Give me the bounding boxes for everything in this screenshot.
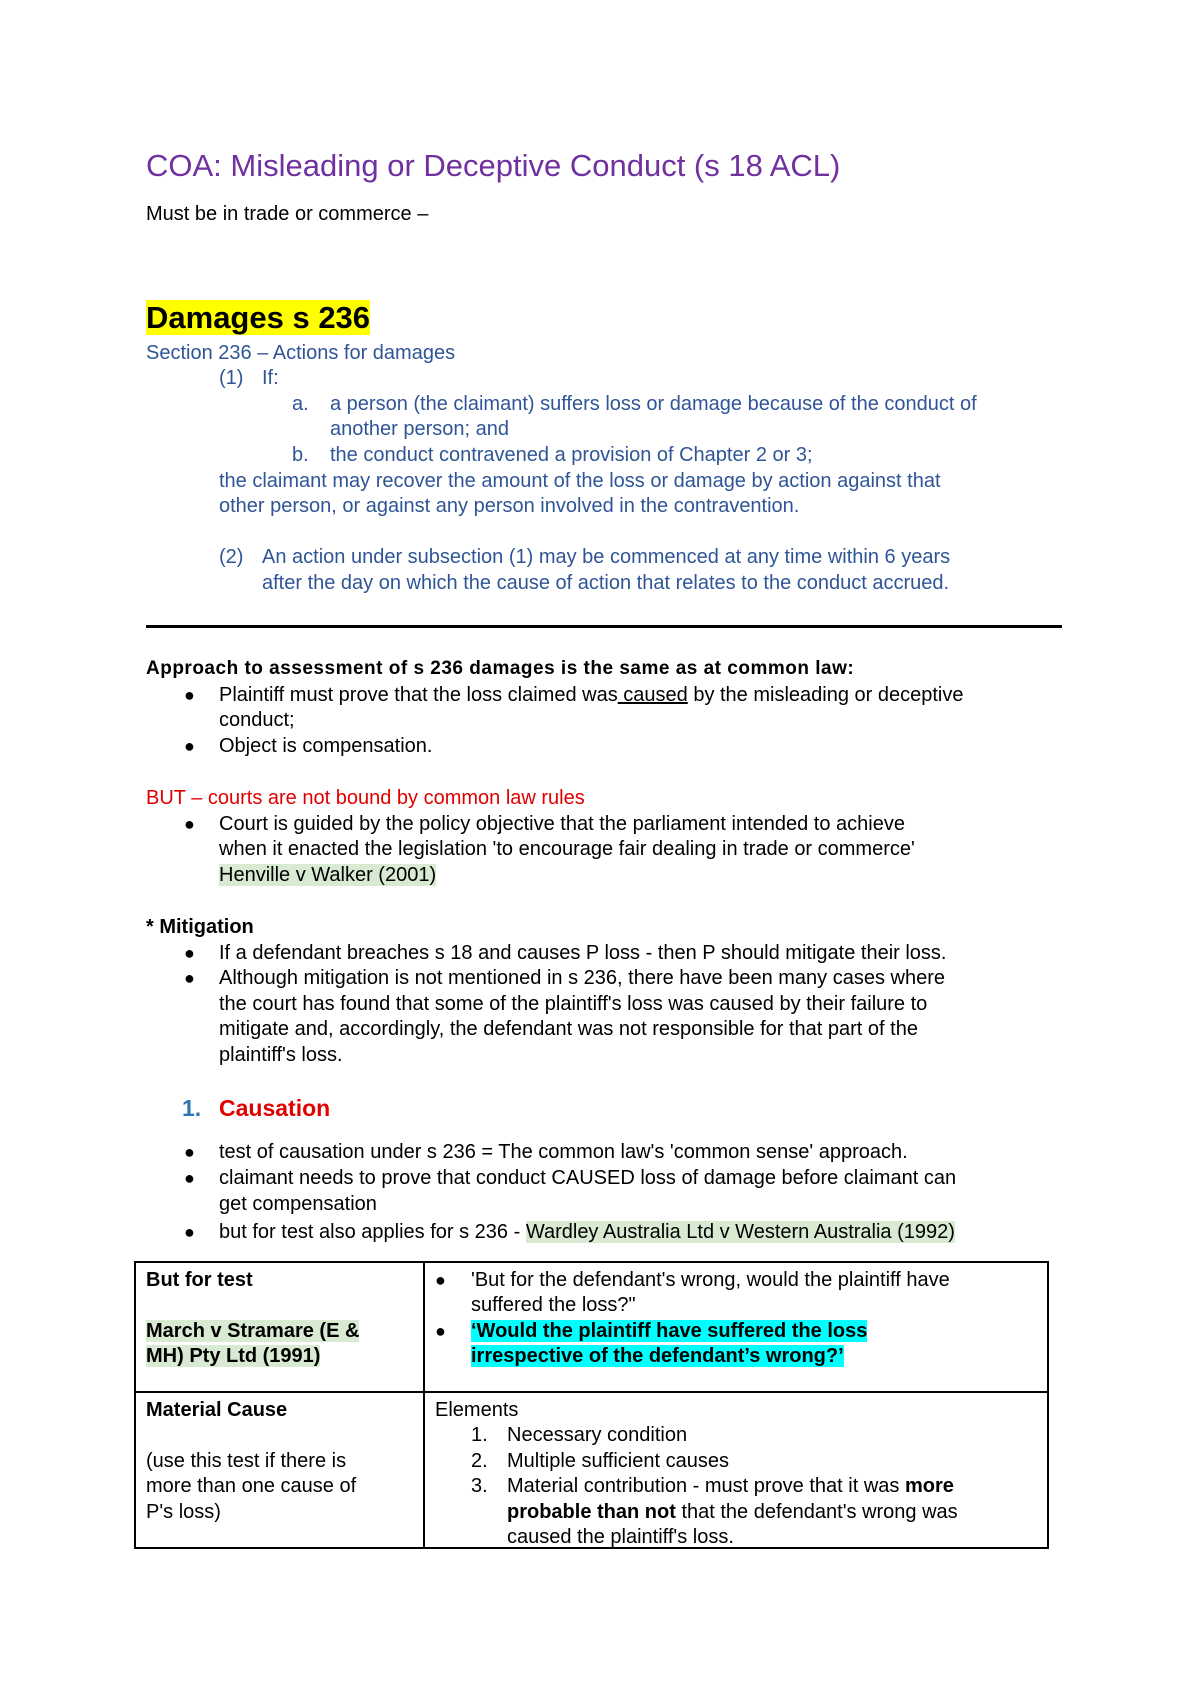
element-3-line2: probable than not that the defendant's wrong was	[507, 1501, 958, 1523]
subsection-2-number: (2)	[219, 546, 244, 568]
element-1-number: 1.	[471, 1424, 488, 1446]
bullet-icon: ●	[435, 1270, 446, 1290]
caused-underlined: caused	[617, 684, 688, 706]
element-3-line1: Material contribution - must prove that it was more	[507, 1475, 954, 1497]
section-heading: Section 236 – Actions for damages	[146, 342, 456, 364]
case-march-line1: March v Stramare (E &	[146, 1320, 360, 1342]
element-2-number: 2.	[471, 1450, 488, 1472]
material-cause-note-line3: P's loss)	[146, 1501, 221, 1523]
table-row	[135, 1262, 1048, 1392]
case-wardley: Wardley Australia Ltd v Western Australia (1992)	[525, 1221, 955, 1243]
page-title: COA: Misleading or Deceptive Conduct (s 18 ACL)	[146, 148, 841, 183]
mitigation-bullet-1: If a defendant breaches s 18 and causes P loss - then P should mitigate their loss.	[219, 942, 947, 964]
irrespective-question-line2: irrespective of the defendant’s wrong?’	[471, 1345, 844, 1367]
bullet-icon: ●	[184, 1142, 195, 1162]
mitigation-heading: * Mitigation	[146, 916, 254, 938]
paragraph-b-label: b.	[292, 444, 309, 466]
subsection-2-line1: An action under subsection (1) may be commenced at any time within 6 years	[262, 546, 951, 568]
causation-bullet-2-line1: claimant needs to prove that conduct CAUSED loss of damage before claimant can	[219, 1167, 957, 1189]
irrespective-question-line1: ‘Would the plaintiff have suffered the loss	[471, 1320, 868, 1342]
causation-bullet-2-line2: get compensation	[219, 1193, 377, 1215]
table-row	[135, 1392, 1048, 1548]
subsection-2-line2: after the day on which the cause of action that relates to the conduct accrued.	[262, 572, 950, 594]
paragraph-b-line1: the conduct contravened a provision of Chapter 2 or 3;	[330, 444, 813, 466]
paragraph-a-label: a.	[292, 393, 309, 415]
case-march-line2: MH) Pty Ltd (1991)	[146, 1345, 321, 1367]
damages-heading-text: Damages s 236	[146, 300, 371, 335]
bullet-icon: ●	[184, 1168, 195, 1188]
element-3-number: 3.	[471, 1475, 488, 1497]
element-3-line3: caused the plaintiff's loss.	[507, 1526, 734, 1548]
table-cell	[424, 1262, 1048, 1392]
approach-heading: Approach to assessment of s 236 damages is the same as at common law:	[146, 658, 855, 679]
horizontal-divider	[146, 625, 1062, 628]
bullet-icon: ●	[184, 943, 195, 963]
mitigation-bullet-2-line4: plaintiff's loss.	[219, 1044, 343, 1066]
case-henville: Henville v Walker (2001)	[219, 864, 437, 886]
table-cell	[424, 1392, 1048, 1548]
approach-bullet-1-line2: conduct;	[219, 709, 295, 731]
bullet-icon: ●	[184, 1222, 195, 1242]
bullet-icon: ●	[184, 968, 195, 988]
but-for-question-line2: suffered the loss?"	[471, 1294, 636, 1316]
element-2: Multiple sufficient causes	[507, 1450, 729, 1472]
intro-text: Must be in trade or commerce –	[146, 203, 429, 225]
but-for-test-title: But for test	[146, 1269, 253, 1291]
paragraph-a-line1: a person (the claimant) suffers loss or damage because of the conduct of	[330, 393, 977, 415]
causation-heading: Causation	[219, 1095, 331, 1121]
subsection-1-number: (1)	[219, 367, 244, 389]
but-heading: BUT – courts are not bound by common law rules	[146, 787, 585, 809]
material-cause-title: Material Cause	[146, 1399, 288, 1421]
mitigation-bullet-2-line1: Although mitigation is not mentioned in s 236, there have been many cases where	[219, 967, 945, 989]
but-bullet-1-line2: when it enacted the legislation 'to encourage fair dealing in trade or commerce'	[219, 838, 915, 860]
causation-number: 1.	[182, 1095, 202, 1121]
mitigation-bullet-2-line2: the court has found that some of the plaintiff's loss was caused by their failure to	[219, 993, 928, 1015]
causation-bullet-3: but for test also applies for s 236 - Wardley Australia Ltd v Western Australia (1992)	[219, 1221, 955, 1243]
bullet-icon: ●	[184, 685, 195, 705]
damages-heading	[146, 298, 370, 338]
bullet-icon: ●	[184, 736, 195, 756]
section-tail-line2: other person, or against any person involved in the contravention.	[219, 495, 800, 517]
but-for-question-line1: 'But for the defendant's wrong, would the plaintiff have	[471, 1269, 950, 1291]
approach-bullet-1: Plaintiff must prove that the loss claimed was caused by the misleading or deceptive	[219, 684, 964, 706]
paragraph-a-line2: another person; and	[330, 418, 510, 440]
material-cause-note-line2: more than one cause of	[146, 1475, 357, 1497]
mitigation-bullet-2-line3: mitigate and, accordingly, the defendant was not responsible for that part of the	[219, 1018, 918, 1040]
causation-tests-table	[134, 1261, 1049, 1549]
but-bullet-1-line1: Court is guided by the policy objective that the parliament intended to achieve	[219, 813, 905, 835]
approach-bullet-2: Object is compensation.	[219, 735, 433, 757]
table-cell	[135, 1262, 424, 1392]
subsection-1-text: If:	[262, 367, 279, 389]
bullet-icon: ●	[184, 814, 195, 834]
bullet-icon: ●	[435, 1321, 446, 1341]
table-cell	[135, 1392, 424, 1548]
material-cause-note-line1: (use this test if there is	[146, 1450, 347, 1472]
causation-bullet-1: test of causation under s 236 = The common law's 'common sense' approach.	[219, 1141, 908, 1163]
section-tail-line1: the claimant may recover the amount of the loss or damage by action against that	[219, 470, 941, 492]
elements-label: Elements	[435, 1399, 519, 1421]
element-1: Necessary condition	[507, 1424, 688, 1446]
